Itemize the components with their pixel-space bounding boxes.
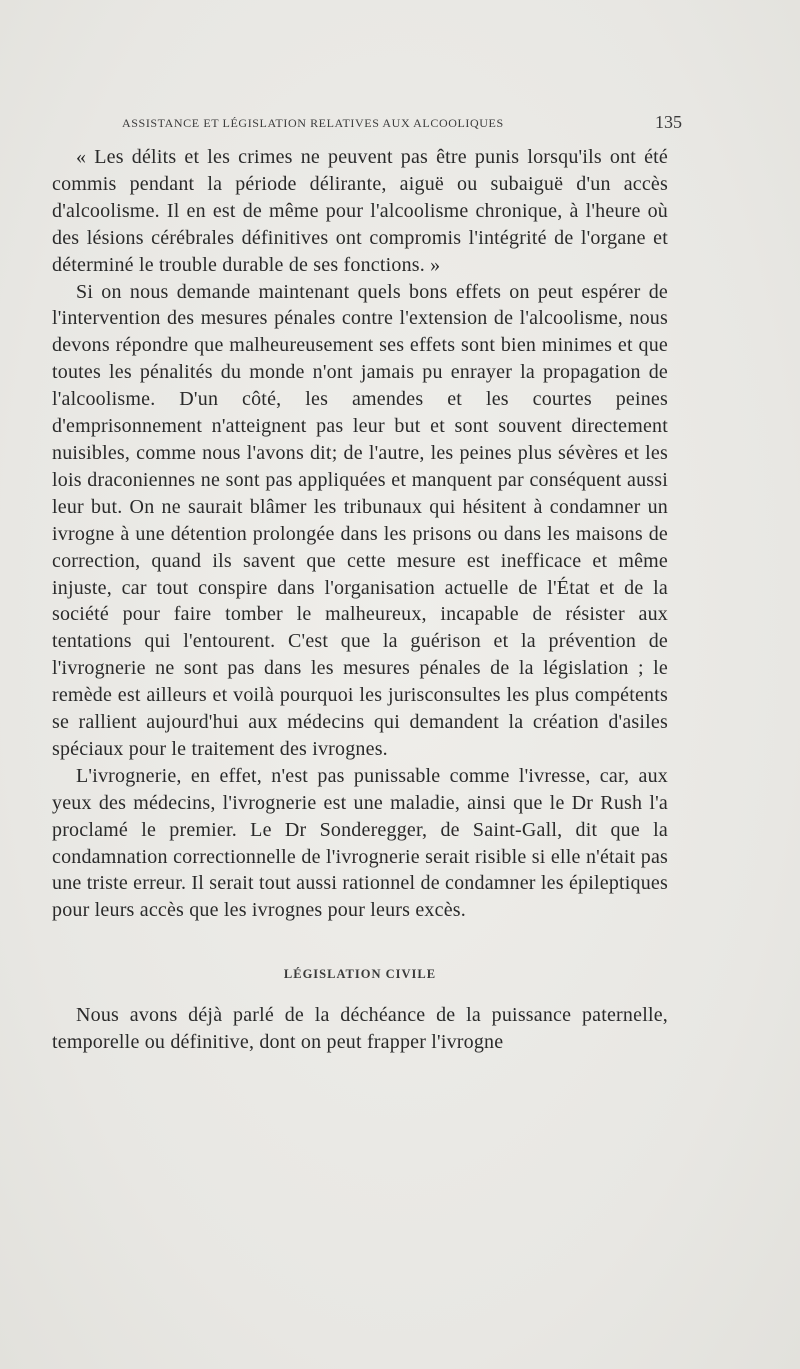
running-title: ASSISTANCE ET LÉGISLATION RELATIVES AUX ALCOOLIQUES [122, 116, 504, 130]
paragraph-penal-measures: Si on nous demande maintenant quels bons effets on peut espérer de l'intervention des mesures pénales contre l'extension de l'alcoolisme, nous devons répondre que malheureusement ses effets sont bien minimes et que toutes les pénalités du monde n'ont jamais pu enrayer la propagation de l'alcoolisme. D'un côté, les amendes et les courtes peines d'emprisonnement n'atteignent pas leur but et sont souvent directement nuisibles, comme nous l'avons dit; de l'autre, les peines plus sévères et les lois draconiennes ne sont pas appliquées et manquent par conséquent aussi leur but. On ne saurait blâmer les tribunaux qui hésitent à condamner un ivrogne à une détention prolongée dans les prisons ou dans les maisons de correction, quand ils savent que cette mesure est inefficace et même injuste, car tout conspire dans l'organisation actuelle de l'État et de la société pour faire tomber le malheureux, incapable de résister aux tentations qui l'entourent. C'est que la guérison et la prévention de l'ivrognerie ne sont pas dans les mesures pénales de la législation ; le remède est ailleurs et voilà pourquoi les jurisconsultes les plus compétents se rallient aujourd'hui aux médecins qui demandent la création d'asiles spéciaux pour le traitement des ivrognes. [52, 280, 668, 760]
paragraph-quote: « Les délits et les crimes ne peuvent pas être punis lorsqu'ils ont été commis pendant la période délirante, aiguë ou subaiguë d'un accès d'alcoolisme. Il en est de même pour l'alcoolisme chronique, à l'heure où des lésions cérébrales définitives ont compromis l'intégrité de l'organe et déterminé le trouble durable de ses fonctions. » [52, 146, 668, 276]
section-heading: LÉGISLATION CIVILE [283, 967, 437, 982]
running-header [122, 112, 682, 136]
body-text [52, 144, 668, 1056]
paragraph-civil-law: Nous avons déjà parlé de la déchéance de la puissance paternelle, temporelle ou définitive, dont on peut frapper l'ivrogne [52, 1004, 668, 1054]
page-number: 135 [655, 112, 682, 132]
paragraph-drunkenness-disease: L'ivrognerie, en effet, n'est pas punissable comme l'ivresse, car, aux yeux des médecins, l'ivrognerie est une maladie, ainsi que le Dr Rush l'a proclamé le premier. Le Dr Sonderegger, de Saint-Gall, dit que la condamnation correctionnelle de l'ivrognerie serait risible si elle n'était pas une triste erreur. Il serait tout aussi rationnel de condamner les épileptiques pour leurs accès que les ivrognes pour leurs excès. [52, 764, 668, 922]
